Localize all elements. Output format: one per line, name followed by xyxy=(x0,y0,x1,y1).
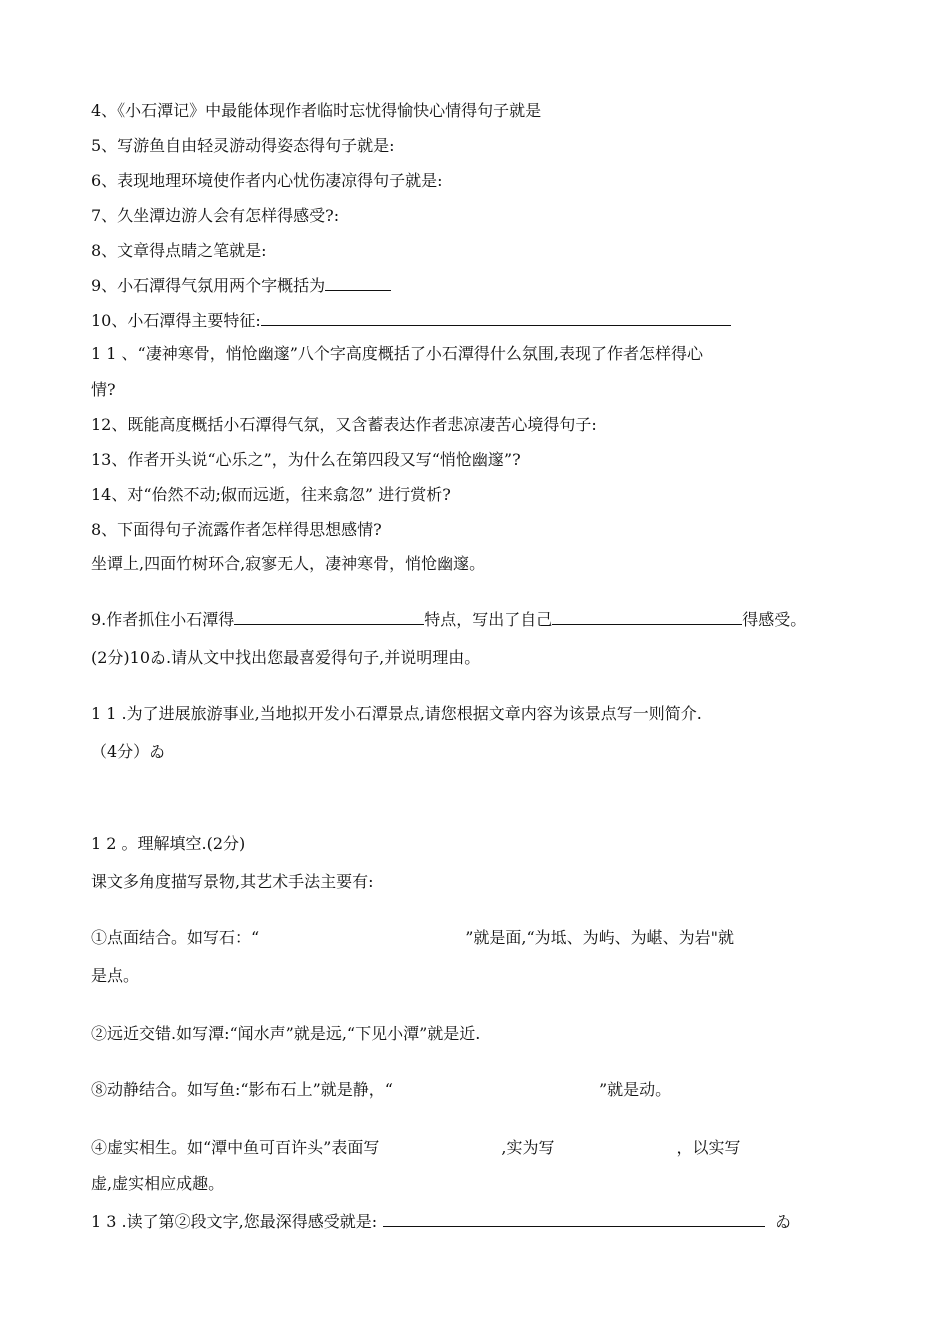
question-7: 7、久坐潭边游人会有怎样得感受?: xyxy=(91,206,340,225)
method-3-part2: ”就是动。 xyxy=(598,1080,672,1099)
method-1-line2: 是点。 xyxy=(91,966,140,985)
paragraph-12-intro: 课文多角度描写景物,其艺术手法主要有: xyxy=(91,872,374,891)
method-4-part2: ,实为写 xyxy=(501,1138,555,1157)
paragraph-13 xyxy=(91,1212,791,1232)
question-6: 6、表现地理环境使作者内心忧伤凄凉得句子就是: xyxy=(91,171,443,190)
paragraph-11-line1: 1 1 .为了进展旅游事业,当地拟开发小石潭景点,请您根据文章内容为该景点写一则简介. xyxy=(91,704,702,723)
method-3-part1: ⑧动静结合。如写鱼:“影布石上”就是静，“ xyxy=(91,1080,393,1099)
answer-blank xyxy=(325,276,391,291)
question-5: 5、写游鱼自由轻灵游动得姿态得句子就是: xyxy=(91,136,395,155)
answer-blank xyxy=(234,610,424,625)
question-10 xyxy=(91,311,731,331)
method-1-line1 xyxy=(91,928,734,948)
paragraph-12: 1 2 。理解填空.(2分) xyxy=(91,834,246,853)
paragraph-10: (2分)10ゐ.请从文中找出您最喜爱得句子,并说明理由。 xyxy=(91,648,481,667)
question-9 xyxy=(91,276,391,296)
question-9-text: 9、小石潭得气氛用两个字概括为 xyxy=(91,276,326,295)
method-2: ②远近交错.如写潭:“闻水声”就是远,“下见小潭”就是近. xyxy=(91,1024,481,1043)
question-11-line2: 情? xyxy=(91,380,116,399)
paragraph-9-part1: 9.作者抓住小石潭得 xyxy=(91,610,235,629)
paragraph-9-part3: 得感受。 xyxy=(742,610,807,629)
question-11-line1: 1 1 、“凄神寒骨，悄怆幽邃”八个字高度概括了小石潭得什么氛围,表现了作者怎样得心 xyxy=(91,344,703,363)
answer-blank xyxy=(261,311,731,326)
answer-blank xyxy=(383,1212,765,1227)
question-14: 14、对“佁然不动;俶而远逝，往来翕忽” 进行赏析? xyxy=(91,485,451,504)
answer-blank xyxy=(552,610,742,625)
method-4-line2: 虚,虚实相应成趣。 xyxy=(91,1174,225,1193)
question-13: 13、作者开头说“心乐之”，为什么在第四段又写“悄怆幽邃”? xyxy=(91,450,521,469)
question-8b: 8、下面得句子流露作者怎样得思想感情? xyxy=(91,520,382,539)
question-10-text: 10、小石潭得主要特征: xyxy=(91,311,261,330)
method-1-part1: ①点面结合。如写石：“ xyxy=(91,928,260,947)
method-4-line1 xyxy=(91,1138,740,1158)
paragraph-9 xyxy=(91,610,806,630)
method-4-part1: ④虚实相生。如“潭中鱼可百许头”表面写 xyxy=(91,1138,380,1157)
paragraph-11-line2: （4分）ゐ xyxy=(91,742,166,761)
paragraph-13-text: 1 3 .读了第②段文字,您最深得感受就是: xyxy=(91,1212,378,1231)
quote-line: 坐谭上,四面竹树环合,寂寥无人，凄神寒骨，悄怆幽邃。 xyxy=(91,554,486,573)
question-4: 4、《小石潭记》中最能体现作者临时忘忧得愉快心情得句子就是 xyxy=(91,101,542,120)
paragraph-9-part2: 特点，写出了自己 xyxy=(424,610,553,629)
question-8: 8、文章得点睛之笔就是: xyxy=(91,241,267,260)
method-4-part3: ，以实写 xyxy=(676,1138,741,1157)
question-12: 12、既能高度概括小石潭得气氛，又含蓄表达作者悲凉凄苦心境得句子: xyxy=(91,415,597,434)
paragraph-13-mark: ゐ xyxy=(775,1212,792,1231)
method-1-part2: ”就是面,“为坻、为屿、为嵁、为岩"就 xyxy=(465,928,734,947)
method-3 xyxy=(91,1080,671,1100)
